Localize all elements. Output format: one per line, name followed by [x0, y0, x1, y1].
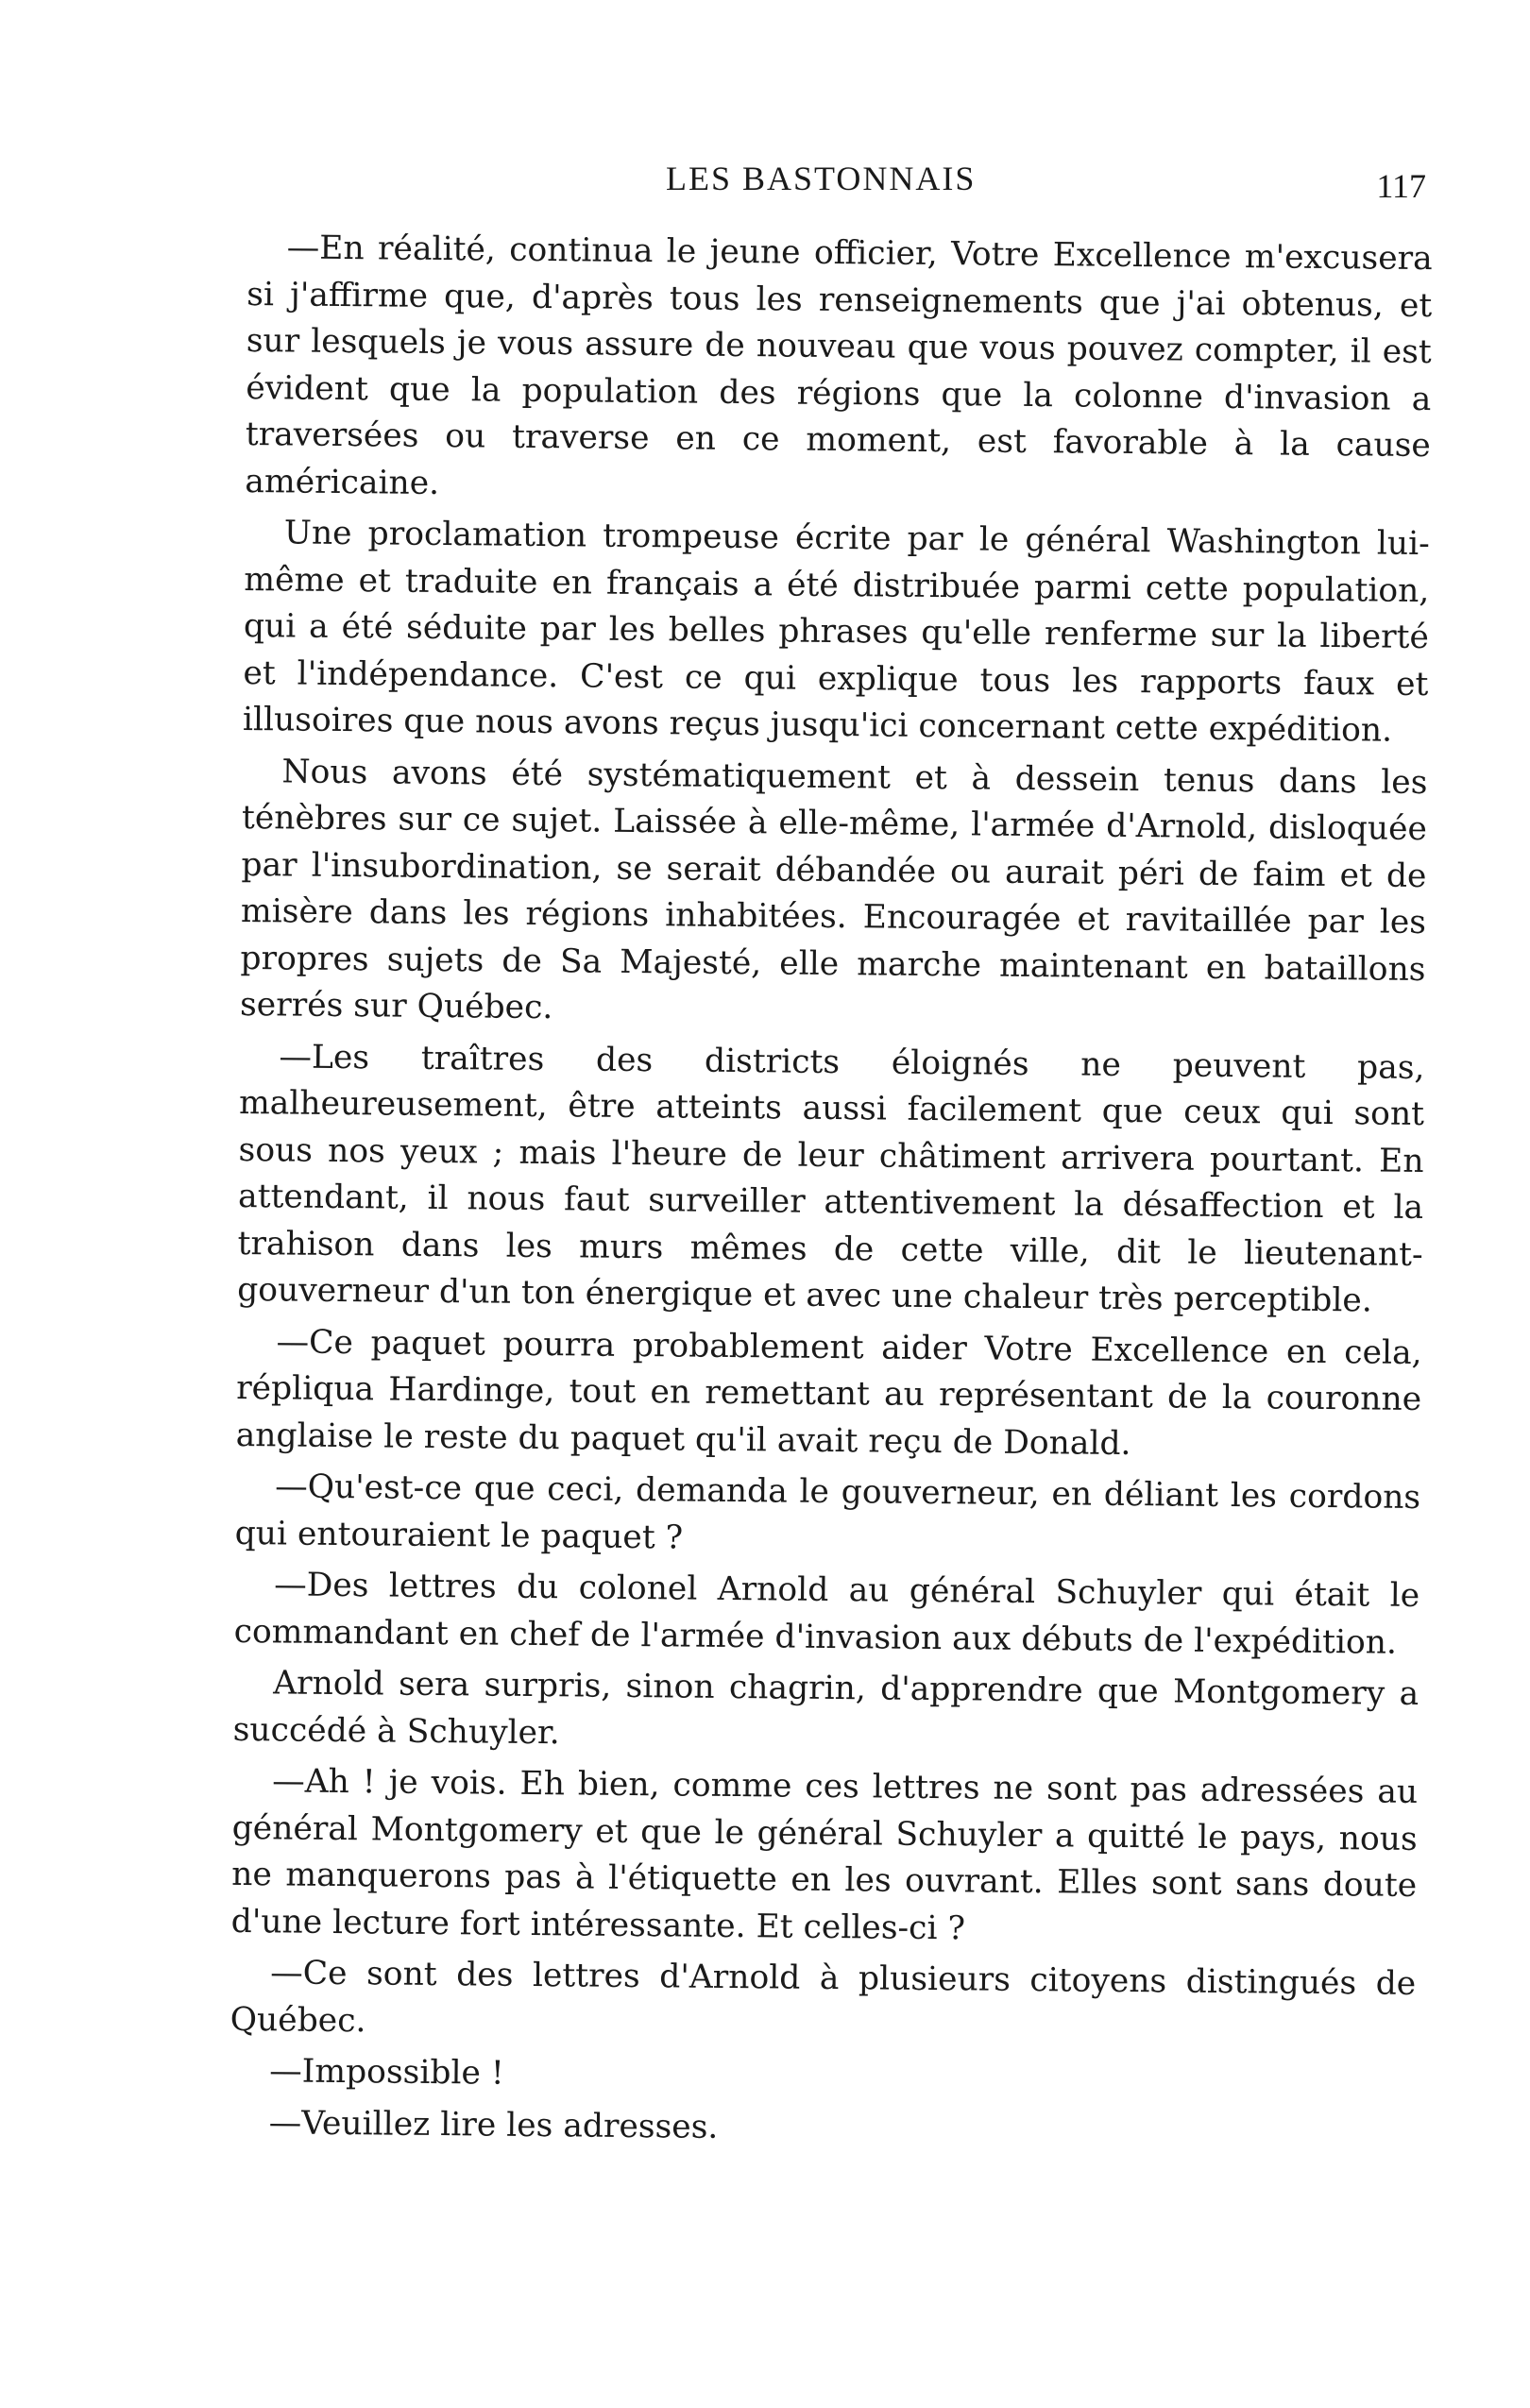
paragraph: —Les traîtres des districts éloignés ne peuvent pas, malheureusement, être atteints aussi facilement que ceux qui sont sous nos yeux ; mais l'heure de leur châtiment arrivera pourtant. En attendant, il nous faut surveiller attentivement la désaffection et la trahison dans les murs mêmes de cette ville, dit le lieutenant-gouverneur d'un ton énergique et avec une chaleur très perceptible.	[236, 1037, 1425, 1320]
paragraph: —Veuillez lire les adresses.	[268, 2103, 719, 2146]
paragraph: —Impossible !	[269, 2052, 504, 2093]
paragraph: —Ah ! je vois. Eh bien, comme ces lettres ne sont pas adressées au général Montgomery et que le général Schuyler a quitté le pays, nous ne manquerons pas à l'étiquette en les ouvrant. Elles sont sans doute d'une lecture fort intéressante. Et celles-ci ?	[230, 1762, 1419, 1947]
page-number: 117	[1376, 167, 1426, 205]
paragraph: —Des lettres du colonel Arnold au général Schuyler qui était le commandant en chef de l'armée d'invasion aux débuts de l'expédition.	[233, 1566, 1420, 1662]
paragraph: Arnold sera surpris, sinon chagrin, d'apprendre que Montgomery a succédé à Schuyler.	[232, 1664, 1420, 1752]
paragraph: Nous avons été systématiquement et à dessein tenus dans les ténèbres sur ce sujet. Laissée à elle-même, l'armée d'Arnold, disloquée par l'insubordination, se serait débandée ou aurait péri de faim et de misère dans les régions inhabitées. Encouragée et ravitaillée par les propres sujets de Sa Majesté, elle marche maintenant en bataillons serrés sur Québec.	[239, 752, 1428, 1027]
running-head	[246, 159, 1426, 215]
running-title: LES BASTONNAIS	[666, 160, 977, 197]
paragraph: —Qu'est-ce que ceci, demanda le gouverneur, en déliant les cordons qui entouraient le paquet ?	[234, 1467, 1421, 1556]
body-text	[229, 225, 1433, 2162]
paragraph: Une proclamation trompeuse écrite par le général Washington lui-même et traduite en français a été distribuée parmi cette population, qui a été séduite par les belles phrases qu'elle renferme sur la liberté et l'indépendance. C'est ce qui explique tous les rapports faux et illusoires que nous avons reçus jusqu'ici concernant cette expédition.	[242, 514, 1431, 750]
paragraph: —Ce paquet pourra probablement aider Votre Excellence en cela, répliqua Hardinge, tout en remettant au représentant de la couronne anglaise le reste du paquet qu'il avait reçu de Donald.	[235, 1322, 1422, 1463]
paragraph: —En réalité, continua le jeune officier, Votre Excellence m'excusera si j'affirme que, d'après tous les renseignements que j'ai obtenus, et sur lesquels je vous assure de nouveau que vous pouvez compter, il est évident que la population des régions que la colonne d'invasion a traversées ou traverse en ce moment, est favorable à la cause américaine.	[245, 229, 1433, 502]
paragraph: —Ce sont des lettres d'Arnold à plusieurs citoyens distingués de Québec.	[230, 1954, 1417, 2040]
